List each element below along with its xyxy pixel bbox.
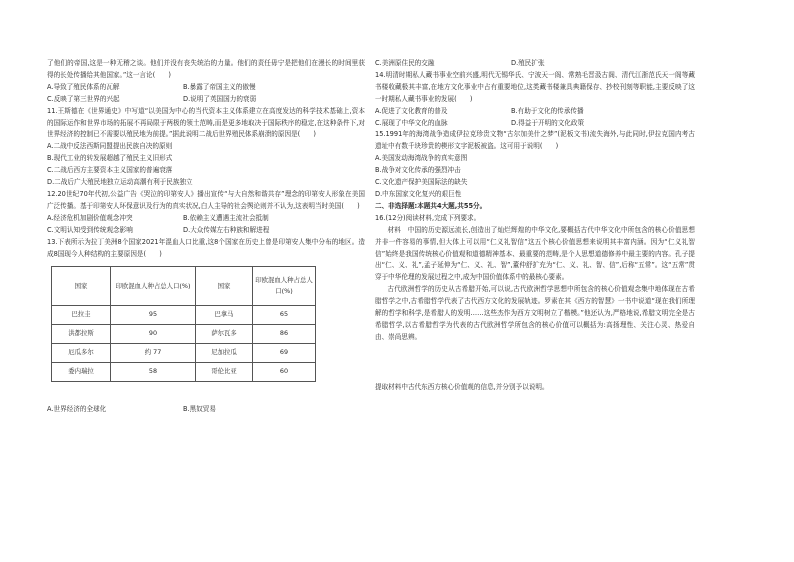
question-12: 12.20世纪70年代初,公益广告《哭泣的印第安人》播出宣传“与大自然和谐共存”理念的印第安人形象在美国广泛传播。基于印第安人环保意识及行为的真实状况,白人主导的社会舆论则并不认为,这表明当时美国( ) bbox=[47, 189, 365, 210]
table-row bbox=[52, 306, 316, 325]
q12-options-row1 bbox=[47, 213, 365, 225]
q13-options-row2 bbox=[375, 58, 695, 70]
option-c: C.美洲原住民的交融 bbox=[375, 59, 435, 67]
q10-options-row2 bbox=[47, 94, 365, 106]
question-16: 16.(12分)阅读材料,完成下列要求。 bbox=[375, 213, 481, 222]
option-c: C.文明认知受到传统观念影响 bbox=[47, 225, 133, 234]
table-cell: 86 bbox=[253, 325, 316, 344]
header-country: 国家 bbox=[52, 267, 111, 306]
question-11: 11.王斯德在《世界通史》中写道“以美国为中心的当代资本主义体系建立在高度发达的科学技术基础上,资本的国际运作和世界市场的拓展不再局限于两极的领土范畴,而是更多地取决于国际秩序的稳定,在这种条件下,对世界经济的控制已不需要以殖民地为前提。”据此说明二战后世界殖民体系崩溃的原因是( ) bbox=[47, 106, 365, 139]
option-a: A.世界经济的全球化 bbox=[47, 405, 107, 414]
table-cell: 委内瑞拉 bbox=[52, 363, 111, 382]
table-cell: 尼加拉瓜 bbox=[196, 344, 253, 363]
q15-option-b: B.战争对文化传承的强烈冲击 bbox=[375, 166, 461, 175]
table-cell: 洪都拉斯 bbox=[52, 325, 111, 344]
q10-options-row1 bbox=[47, 82, 365, 94]
header-ratio-2: 印欧混血人种占总人口(%) bbox=[253, 267, 316, 306]
q12-options-row2 bbox=[47, 225, 365, 237]
table-row bbox=[52, 363, 316, 382]
table-header-row bbox=[52, 267, 316, 306]
table-cell: 95 bbox=[111, 306, 196, 325]
table-cell: 90 bbox=[111, 325, 196, 344]
option-d: D.得益于开明的文化政策 bbox=[511, 118, 585, 127]
table-cell: 巴拿马 bbox=[196, 306, 253, 325]
question-13: 13.下表所示为拉丁美洲8个国家2021年混血人口比重,这8个国家在历史上曾是印第安人集中分布的地区。造成8国现今人种结构的主要原因是( ) bbox=[47, 237, 365, 258]
header-ratio: 印欧混血人种占总人口(%) bbox=[111, 267, 196, 306]
section-heading: 二、非选择题:本题共4大题,共55分。 bbox=[375, 201, 487, 210]
question-14: 14.明清时期私人藏书事业空前兴盛,明代无锡华氏、宁波天一阁、常熟毛晋汲古阁、清代江浙范氏天一阁等藏书楼收藏极其丰富,在地方文化事业中占有重要地位,这类藏书楼兼具典籍保存、抄校刊刻等职能,主要反映了这一时期私人藏书事业的发展( ) bbox=[375, 70, 695, 103]
table-cell: 哥伦比亚 bbox=[196, 363, 253, 382]
paragraph-continuation: 了他们的帝国,这是一种无稽之谈。他们并没有丧失统治的力量。他们的责任毋宁是把他们在漫长的时间里获得的长处传播给其他国家。”这一言论( ) bbox=[47, 59, 365, 79]
option-a: A.经济危机加剧价值观念冲突 bbox=[47, 213, 133, 222]
table-row bbox=[52, 325, 316, 344]
q11-option-c: C.二战后西方主要资本主义国家的普遍衰落 bbox=[47, 166, 173, 175]
table-cell: 约 77 bbox=[111, 344, 196, 363]
table-cell: 69 bbox=[253, 344, 316, 363]
option-d: D.大众传媒左右种族和解进程 bbox=[183, 225, 270, 234]
material-paragraph-2: 古代欧洲哲学的历史从古希腊开始,可以说,古代欧洲哲学思想中所包含的核心价值观念集中地体现在古希腊哲学之中,古希腊哲学代表了古代西方文化的发展轨迹。罗素在其《西方的智慧》一书中说道“现在我们所理解的哲学和科学,是希腊人的发明……这些杰作为西方文明树立了楷模。”他还认为,严格地说,希腊文明完全是古希腊哲学,以古希腊哲学为代表的古代欧洲哲学所包含的核心价值可以概括为:高扬理性、关注心灵、热爱自由、崇尚思辨。 bbox=[375, 285, 695, 341]
option-d: D.说明了英国国力的衰弱 bbox=[183, 94, 257, 103]
table-cell: 58 bbox=[111, 363, 196, 382]
q11-option-b: B.现代工业的转发展超越了殖民主义旧形式 bbox=[47, 154, 173, 163]
q14-options-row2 bbox=[375, 118, 695, 130]
option-b: B.有助于文化的传承传播 bbox=[511, 106, 584, 115]
table-cell: 巴拉圭 bbox=[52, 306, 111, 325]
table-cell: 萨尔瓦多 bbox=[196, 325, 253, 344]
material-paragraph-1: 材料 中国的历史源远流长,创造出了灿烂辉煌的中华文化,要概括古代中华文化中所包含的核心价值思想并非一件容易的事情,但大体上可以用“仁义礼智信”这五个核心价值思想来说明其丰富内涵。因为“仁义礼智信”始终是我国传统核心价值观和道德精神基本、最重要的范畴,是个人思想道德修养中最主要的内容。孔子提出“仁、义、礼”,孟子延伸为“仁、义、礼、智”,董仲舒扩充为“仁、义、礼、智、信”,后称“五常”。这“五常”贯穿于中华伦理的发展过程之中,成为中国价值体系中的最核心要素。 bbox=[375, 225, 695, 282]
right-column bbox=[375, 58, 695, 394]
table-row bbox=[52, 344, 316, 363]
table-cell: 厄瓜多尔 bbox=[52, 344, 111, 363]
option-c: C.反映了第三世界的兴起 bbox=[47, 94, 120, 103]
question-requirement: 提取材料中古代东西方核心价值观的信息,并分别予以说明。 bbox=[375, 382, 549, 391]
q11-option-a: A.二战中反法西斯同盟提出民族自决的原则 bbox=[47, 142, 173, 151]
left-column bbox=[47, 58, 365, 416]
q15-option-a: A.美国发动海湾战争的真实意图 bbox=[375, 154, 468, 163]
population-table bbox=[51, 266, 316, 382]
table-cell: 65 bbox=[253, 306, 316, 325]
question-15: 15.1991年的海湾战争造成伊拉克珍贵文物“古尔加美什之梦”(泥板文书)流失海外,与此同时,伊拉克国内考古遗址中有数千块珍贵的楔形文字泥板被盗。这可用于说明( ) bbox=[375, 130, 695, 151]
option-a: A.导致了殖民体系的瓦解 bbox=[47, 82, 120, 91]
option-b: B.依赖主义遭遇主流社会抵制 bbox=[183, 213, 269, 222]
option-b: B.暴露了帝国主义的傲慢 bbox=[183, 82, 256, 91]
q11-option-d: D.二战后广大殖民地独立运动高潮有利于民族独立 bbox=[47, 178, 193, 187]
q15-option-d: D.中东国家文化复兴的艰巨性 bbox=[375, 189, 462, 198]
option-d: D.殖民扩张 bbox=[511, 59, 545, 67]
option-c: C.展现了中华文化的血脉 bbox=[375, 118, 448, 127]
table-cell: 60 bbox=[253, 363, 316, 382]
q13-options-row1 bbox=[47, 404, 365, 416]
option-b: B.黑奴贸易 bbox=[183, 405, 216, 414]
header-country-2: 国家 bbox=[196, 267, 253, 306]
q15-option-c: C.文化遗产保护美国际法的缺失 bbox=[375, 178, 468, 187]
option-a: A.促进了文化教育的普及 bbox=[375, 106, 448, 115]
q14-options-row1 bbox=[375, 106, 695, 118]
